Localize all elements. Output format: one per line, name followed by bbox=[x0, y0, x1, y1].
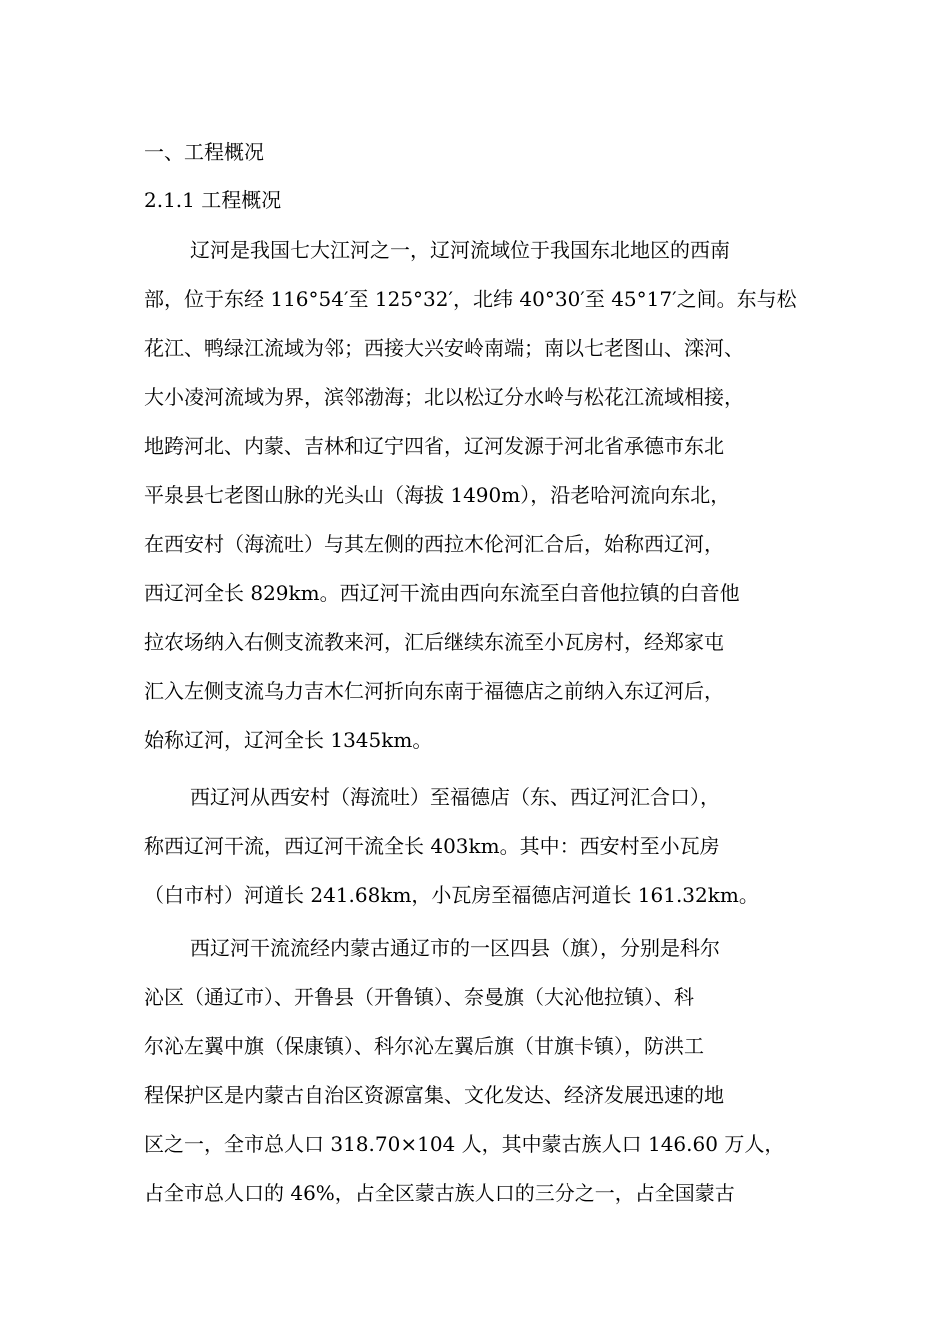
paragraph-line: 花江、鸭绿江流域为邻；西接大兴安岭南端；南以七老图山、滦河、 bbox=[144, 336, 744, 360]
paragraph-line: 大小凌河流域为界，滨邻渤海；北以松辽分水岭与松花江流域相接， bbox=[144, 385, 744, 409]
paragraph-line: 尔沁左翼中旗（保康镇）、科尔沁左翼后旗（甘旗卡镇），防洪工 bbox=[144, 1034, 704, 1058]
paragraph-line: 称西辽河干流，西辽河干流全长 403km。其中：西安村至小瓦房 bbox=[144, 834, 720, 858]
paragraph-line: 地跨河北、内蒙、吉林和辽宁四省，辽河发源于河北省承德市东北 bbox=[144, 434, 724, 458]
section-heading: 一、工程概况 bbox=[144, 140, 264, 164]
paragraph-line: 在西安村（海流吐）与其左侧的西拉木伦河汇合后，始称西辽河， bbox=[144, 532, 724, 556]
subsection-heading: 2.1.1 工程概况 bbox=[144, 188, 282, 212]
paragraph-line: （白市村）河道长 241.68km，小瓦房至福德店河道长 161.32km。 bbox=[144, 883, 759, 907]
paragraph-line: 程保护区是内蒙古自治区资源富集、文化发达、经济发展迅速的地 bbox=[144, 1083, 724, 1107]
paragraph-line: 始称辽河，辽河全长 1345km。 bbox=[144, 728, 433, 752]
paragraph-line: 拉农场纳入右侧支流教来河，汇后继续东流至小瓦房村，经郑家屯 bbox=[144, 630, 724, 654]
paragraph-line: 辽河是我国七大江河之一，辽河流域位于我国东北地区的西南 bbox=[190, 238, 730, 262]
paragraph-line: 平泉县七老图山脉的光头山（海拔 1490m），沿老哈河流向东北， bbox=[144, 483, 731, 507]
paragraph-line: 西辽河干流流经内蒙古通辽市的一区四县（旗），分别是科尔 bbox=[190, 936, 720, 960]
paragraph-line: 部，位于东经 116°54′至 125°32′，北纬 40°30′至 45°17′之间。东与松 bbox=[144, 287, 797, 311]
paragraph-line: 区之一，全市总人口 318.70×104 人，其中蒙古族人口 146.60 万人， bbox=[144, 1132, 785, 1156]
paragraph-line: 西辽河从西安村（海流吐）至福德店（东、西辽河汇合口）， bbox=[190, 785, 720, 809]
paragraph-line: 沁区（通辽市）、开鲁县（开鲁镇）、奈曼旗（大沁他拉镇）、科 bbox=[144, 985, 694, 1009]
paragraph-line: 占全市总人口的 46%，占全区蒙古族人口的三分之一，占全国蒙古 bbox=[144, 1181, 735, 1205]
paragraph-line: 西辽河全长 829km。西辽河干流由西向东流至白音他拉镇的白音他 bbox=[144, 581, 740, 605]
paragraph-line: 汇入左侧支流乌力吉木仁河折向东南于福德店之前纳入东辽河后， bbox=[144, 679, 724, 703]
